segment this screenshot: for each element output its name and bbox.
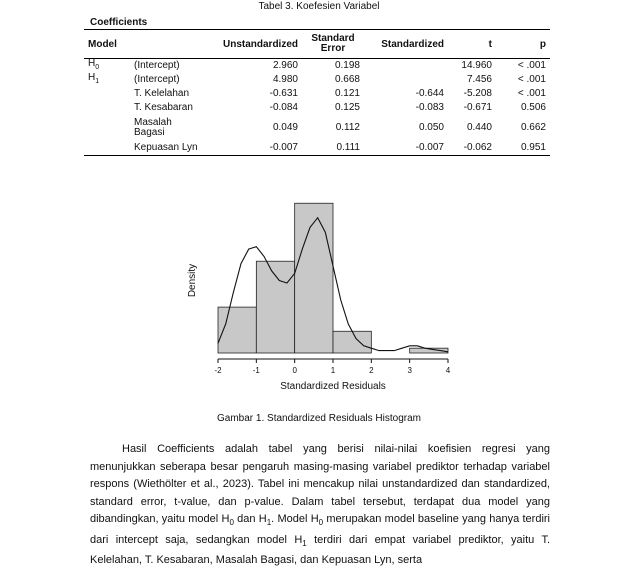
header-standardized: Standardized <box>381 38 444 50</box>
cell-standardized: 0.050 <box>418 122 444 133</box>
cell-predictor: T. Kelelahan <box>134 88 190 99</box>
cell-p: < .001 <box>517 74 546 85</box>
body-paragraph <box>90 441 550 570</box>
cell-p: 0.951 <box>520 142 546 153</box>
cell-p: < .001 <box>517 88 546 99</box>
y-axis-label: Density <box>187 263 198 298</box>
cell-predictor <box>130 115 212 141</box>
cell-p: 0.506 <box>520 102 546 113</box>
cell-std-error: 0.112 <box>335 122 360 133</box>
cell-std-error: 0.121 <box>334 88 360 99</box>
cell-predictor: (Intercept) <box>134 74 180 85</box>
cell-predictor: (Intercept) <box>134 60 180 71</box>
header-predictor <box>130 30 212 59</box>
model-label: H <box>88 72 96 83</box>
cell-unstandardized: 0.049 <box>272 122 298 133</box>
paragraph-text: Hasil Coefficients adalah tabel yang berisi nilai-nilai koefisien regresi yang menunjukkan seberapa besar pengaruh masing-masing variabel prediktor terhadap variabel respons (Wiethölter et al., 2023). Tabel ini mencakup nilai unstandardized dan standardized, standard error, t-value, dan p-value. Dalam tabel tersebut, terdapat dua model yang dibandingkan, yaitu model H <box>90 443 550 525</box>
paragraph-text: dan H <box>233 513 267 525</box>
model-subscript: 1 <box>95 78 100 85</box>
cell-t: 0.440 <box>466 122 492 133</box>
subscript: 0 <box>229 518 234 528</box>
histogram-bar <box>295 203 333 353</box>
cell-p: 0.662 <box>520 122 546 133</box>
cell-std-error: 0.198 <box>334 60 360 71</box>
predictor-line2: Bagasi <box>134 127 165 138</box>
cell-std-error: 0.125 <box>334 102 360 113</box>
cell-model <box>84 59 130 74</box>
cell-standardized <box>364 73 448 87</box>
x-tick-label: -1 <box>252 366 260 375</box>
predictor-line1: Masalah <box>134 117 172 128</box>
cell-model <box>84 115 130 141</box>
x-tick-label: 1 <box>330 366 336 375</box>
table-row <box>84 115 550 141</box>
header-p: p <box>539 38 546 50</box>
paragraph-text: . Model H <box>271 513 319 525</box>
x-axis-label: Standardized Residuals <box>280 381 386 392</box>
cell-unstandardized: -0.007 <box>269 142 298 153</box>
cell-unstandardized: 2.960 <box>272 60 298 71</box>
header-model: Model <box>88 38 117 50</box>
header-std-error-line2: Error <box>320 43 346 54</box>
table-row <box>84 101 550 115</box>
cell-unstandardized: 4.980 <box>272 74 298 85</box>
cell-standardized <box>364 59 448 74</box>
cell-standardized: -0.083 <box>415 102 444 113</box>
cell-unstandardized: -0.631 <box>269 88 298 99</box>
header-t: t <box>488 38 492 50</box>
cell-t: -5.208 <box>463 88 492 99</box>
residuals-histogram <box>185 190 455 402</box>
subscript: 1 <box>302 538 307 548</box>
header-std-error <box>302 30 364 59</box>
coefficients-table <box>84 29 550 156</box>
cell-p: < .001 <box>517 60 546 71</box>
table-title: Coefficients <box>90 17 148 28</box>
x-tick-label: 3 <box>407 366 412 375</box>
model-subscript: 0 <box>95 64 100 71</box>
cell-model <box>84 141 130 156</box>
x-tick-label: 0 <box>292 366 297 375</box>
paragraph-text: terdiri dari empat variabel prediktor, yaitu T. Kelelahan, T. Kesabaran, Masalah Bagasi, dan Kepuasan Lyn, serta <box>90 533 550 567</box>
header-std-error-line1: Standard <box>311 33 355 44</box>
figure-caption: Gambar 1. Standardized Residuals Histogram <box>217 413 421 424</box>
header-unstandardized: Unstandardized <box>222 38 298 50</box>
cell-t: 7.456 <box>466 74 492 85</box>
cell-t: -0.671 <box>463 102 492 113</box>
cell-unstandardized: -0.084 <box>269 102 298 113</box>
cell-std-error: 0.111 <box>336 142 360 153</box>
subscript: 1 <box>266 518 272 528</box>
model-label: H <box>88 58 96 69</box>
cell-std-error: 0.668 <box>334 74 360 85</box>
cell-t: -0.062 <box>463 142 492 153</box>
cell-model <box>84 101 130 115</box>
paragraph-text: merupakan model baseline yang hanya terdiri dari intercept saja, sedangkan model H <box>90 513 550 546</box>
cell-model <box>84 73 130 87</box>
cell-t: 14.960 <box>461 60 492 71</box>
x-tick-label: -2 <box>214 366 222 375</box>
subscript: 0 <box>318 518 324 528</box>
histogram-bar <box>333 331 371 353</box>
cell-model <box>84 87 130 101</box>
cell-predictor: Kepuasan Lyn <box>134 142 198 153</box>
table-row <box>84 73 550 87</box>
cell-standardized: -0.007 <box>415 142 444 153</box>
table-header-row <box>84 30 550 59</box>
x-tick-label: 2 <box>369 366 374 375</box>
x-tick-label: 4 <box>445 366 451 375</box>
table-caption: Tabel 3. Koefesien Variabel <box>258 1 380 12</box>
table-row <box>84 141 550 156</box>
cell-predictor: T. Kesabaran <box>134 102 193 113</box>
table-row <box>84 59 550 74</box>
cell-standardized: -0.644 <box>415 88 444 99</box>
table-row <box>84 87 550 101</box>
